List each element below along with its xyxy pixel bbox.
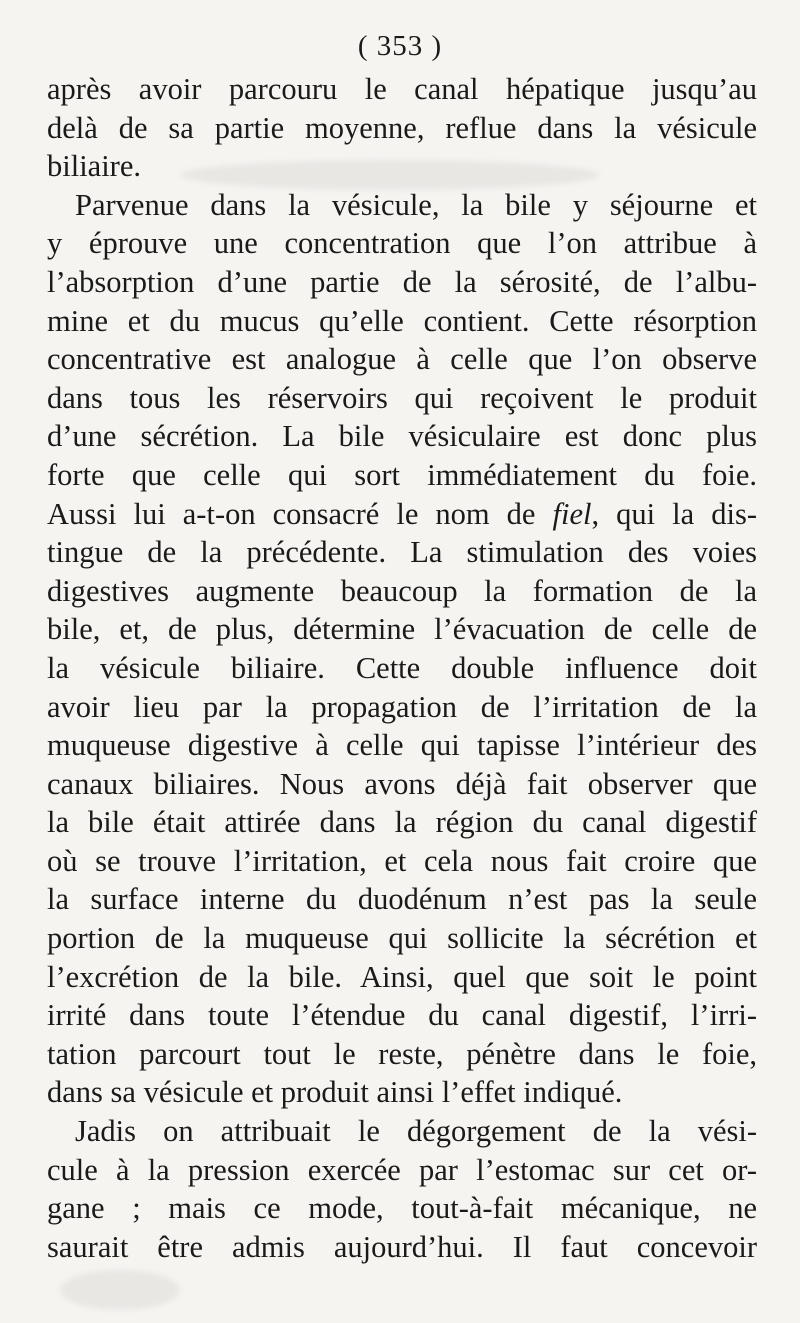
text-line: tingue de la précédente. La stimulation des voies [47,535,757,570]
text-line: mine et du mucus qu’elle contient. Cette résorption [47,303,757,338]
text-line: dans sa vésicule et produit ainsi l’effet indiqué. [47,1075,623,1110]
page-number: ( 353 ) [357,30,443,62]
text-line: Parvenue dans la vésicule, la bile y séjourne et [75,187,757,222]
text-line: portion de la muqueuse qui sollicite la sécrétion et [47,921,757,956]
text-line: canaux biliaires. Nous avons déjà fait observer que [47,766,757,801]
text-line: où se trouve l’irritation, et cela nous fait croire que [47,843,757,878]
text-line: l’absorption d’une partie de la sérosité, de l’albu- [47,264,757,299]
text-line: avoir lieu par la propagation de l’irritation de la [47,689,757,724]
text-line: digestives augmente beaucoup la formation de la [47,573,757,608]
text-line: l’excrétion de la bile. Ainsi, quel que soit le point [47,959,757,994]
paper-stain [60,1270,180,1310]
text-line: Aussi lui a-t-on consacré le nom de fiel, qui la dis- [47,496,757,531]
body-text [47,70,757,1266]
text-line: tation parcourt tout le reste, pénètre dans le foie, [47,1036,757,1071]
text-line: muqueuse digestive à celle qui tapisse l’intérieur des [47,728,757,763]
text-line: après avoir parcouru le canal hépatique jusqu’au [47,72,757,106]
text-line: delà de sa partie moyenne, reflue dans la vésicule [47,110,757,145]
text-line: y éprouve une concentration que l’on attribue à [47,226,757,261]
text-line: concentrative est analogue à celle que l’on observe [47,342,757,377]
text-line: la bile était attirée dans la région du canal digestif [47,805,757,840]
text-line: biliaire. [47,149,142,184]
text-line: forte que celle qui sort immédiatement du foie. [47,457,757,492]
text-line: la surface interne du duodénum n’est pas la seule [47,882,757,917]
text-line: cule à la pression exercée par l’estomac sur cet or- [47,1152,757,1187]
text-line: irrité dans toute l’étendue du canal digestif, l’irri- [47,998,757,1033]
text-line: la vésicule biliaire. Cette double influence doit [47,650,757,685]
text-line: d’une sécrétion. La bile vésiculaire est donc plus [47,419,757,454]
text-line: Jadis on attribuait le dégorgement de la vési- [75,1114,757,1149]
text-line: bile, et, de plus, détermine l’évacuation de celle de [47,612,757,647]
text-line: gane ; mais ce mode, tout-à-fait mécanique, ne [47,1191,757,1226]
text-line: dans tous les réservoirs qui reçoivent le produit [47,380,757,415]
text-line: saurait être admis aujourd’hui. Il faut concevoir [47,1229,757,1264]
